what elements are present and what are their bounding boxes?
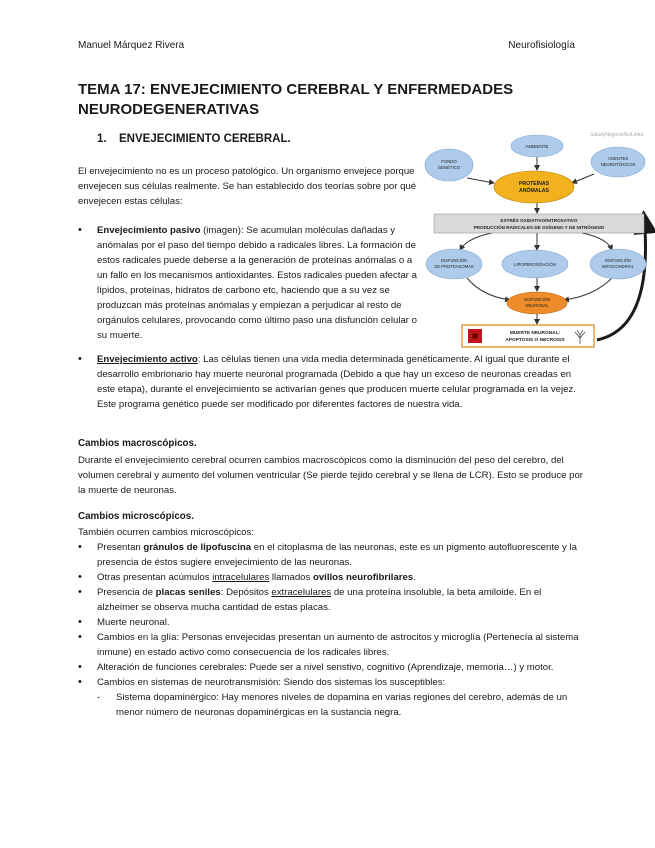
node-label: GENÉTICO (437, 165, 461, 170)
list-item: • Cambios en la glía: Personas envejecidas presentan un aumento de astrocitos y microglía (Pertenecía al sistema inmune) en estado activo como consecuencia de los radicales libres. (78, 630, 583, 660)
arrow-line (582, 233, 612, 250)
node-label: ESTRÉS OXIDATIVO/NITROSATIVO (500, 218, 578, 223)
node-label: APOPTOSIS O NECROSIS (505, 338, 565, 343)
activo-text: : Las células tienen una vida media determinada genéticamente. Al igual que durante el desarrollo embrionario hay muerte neuronal programada (Debido a que hay un exceso de neuronas creadas en este etapa), durante el envejecimiento se activarían genes que producen muerte celular programada en la vejez. Este programa genético puede ser modificado por diferentes factores de nuestra vida. (97, 354, 576, 410)
dash-bullet: - (97, 692, 101, 703)
arrow-line (460, 233, 492, 250)
sub-list-item (97, 690, 583, 720)
intro-paragraph: El envejecimiento no es un proceso patológico. Un organismo envejece porque envejecen sus células realmente. Se han establecido dos teorías sobre por qué envejecen estas células: (78, 166, 417, 207)
diagram-watermark: SaludyNegocio/EnLinea (590, 132, 644, 138)
section-heading (97, 133, 291, 145)
node-label: NEURONAL (525, 303, 549, 308)
activo-list (78, 352, 583, 412)
list-item (78, 540, 583, 570)
pasivo-list (78, 223, 418, 343)
arrow-line (564, 278, 612, 300)
node-label: ANÓMALAS (519, 188, 549, 194)
node-label: DISFUNCIÓN (604, 258, 632, 263)
term-ovillos: ovillos neurofibrilares (312, 572, 414, 583)
list-item: • Muerte neuronal. (78, 615, 583, 630)
proteinas-node (494, 171, 574, 203)
text-run: Otras presentan acúmulos (97, 572, 213, 583)
list-item (78, 223, 418, 343)
pasivo-text: : Se acumulan moléculas dañadas y anómalas por el paso del tiempo debido a radicales libres. La formación de estos radicales puede deberse a la generación de proteínas anómalas o a un fallo en los mecanismos antioxidantes. Estos radicales pueden afectar a lípidos, proteínas, hidratos de carbono etc, haciendo que a su vez se produzcan más proteínas anómalas y empiezan a perjudicar al resto de orgánulos celulares, provocando como último paso una disfunción celular o su muerte. (97, 225, 417, 341)
node-label: PRODUCCIÓN RADICALES DE OXÍGENO Y DE NITRÓGENO (473, 225, 605, 230)
list-item (78, 585, 583, 615)
node-label: PROTEÍNAS (518, 181, 550, 187)
node-label: MUERTE NEURONAL: (509, 331, 561, 336)
header-author: Manuel Márquez Rivera (78, 40, 185, 51)
node-label: MITOCONDRIAL (601, 264, 635, 269)
node-label: DE PROTEASOMAS (434, 264, 474, 269)
term-activo: Envejecimiento activo (97, 354, 198, 365)
sub-item-text: Sistema dopaminérgico: Hay menores niveles de dopamina en varias regiones del cerebro, además de un menor número de neuronas dopaminérgicas en la sustancia negra. (116, 692, 568, 718)
page-title: TEMA 17: ENVEJECIMIENTO CEREBRAL Y ENFERMEDADES NEURODEGENERATIVAS (78, 81, 514, 118)
list-item (78, 570, 583, 585)
neuron-death-icon (472, 333, 478, 339)
text-run: en el citoplasma de las neuronas, este es un pigmento autofluorescente y la presencia de éstos sugiere envejecimiento de las neuronas. (97, 542, 577, 568)
term-lipofuscina: gránulos de lipofuscina (143, 542, 252, 553)
macro-heading: Cambios macroscópicos. (78, 438, 197, 449)
underlined-term: extracelulares (271, 587, 332, 598)
list-item (78, 352, 583, 412)
term-note: (imagen) (200, 225, 241, 236)
text-run: . (413, 572, 416, 583)
term-pasivo: Envejecimiento pasivo (97, 225, 201, 236)
underlined-term: intracelulares (212, 572, 270, 583)
macro-paragraph: Durante el envejecimiento cerebral ocurren cambios macroscópicos como la disminución del peso del cerebro, del volumen cerebral y aumento del volumen ventricular (Se pierde tejido cerebral y se llena de LCR). Esto se produce por la muerte de neuronas. (78, 455, 583, 496)
micro-intro: También ocurren cambios microscópicos: (78, 527, 254, 538)
list-item-text: • Cambios en sistemas de neurotransmisión: Siendo dos sistemas los susceptibles: (97, 677, 446, 688)
text-run: : Depósitos (220, 587, 272, 598)
text-run: Presencia de (97, 587, 156, 598)
micro-heading: Cambios microscópicos. (78, 511, 194, 522)
text-run: de una proteína insoluble, la beta amiloide. En el alzheimer se observa mucha cantidad de estas placas. (97, 587, 542, 613)
micro-list (78, 540, 583, 720)
arrow-line (467, 178, 494, 183)
header-subject: Neurofisiología (508, 40, 575, 51)
arrow-line (467, 278, 510, 300)
aging-diagram (422, 128, 655, 354)
node-label: DISFUNCIÓN (440, 258, 468, 263)
node-label: NEUROTÓXICOS (600, 162, 636, 167)
arrow-line (572, 174, 594, 183)
section-number: 1. (97, 133, 107, 145)
text-run: Presentan (97, 542, 144, 553)
text-run: llamados (269, 572, 313, 583)
node-label: DISFUNCIÓN (523, 297, 551, 302)
node-label: AGENTES (607, 156, 629, 161)
node-label: LIPOPEROXIDACIÓN (514, 262, 556, 267)
node-label: FONDO (441, 159, 457, 164)
list-item: • Alteración de funciones cerebrales: Puede ser a nivel senstivo, cognitivo (Aprendizaje, memoria…) y motor. (78, 660, 583, 675)
list-item (78, 675, 583, 720)
node-label: AMBIENTE (525, 144, 549, 149)
term-placas: placas seniles (155, 587, 221, 598)
estres-box (434, 214, 644, 233)
section-title: ENVEJECIMIENTO CEREBRAL. (119, 133, 291, 145)
